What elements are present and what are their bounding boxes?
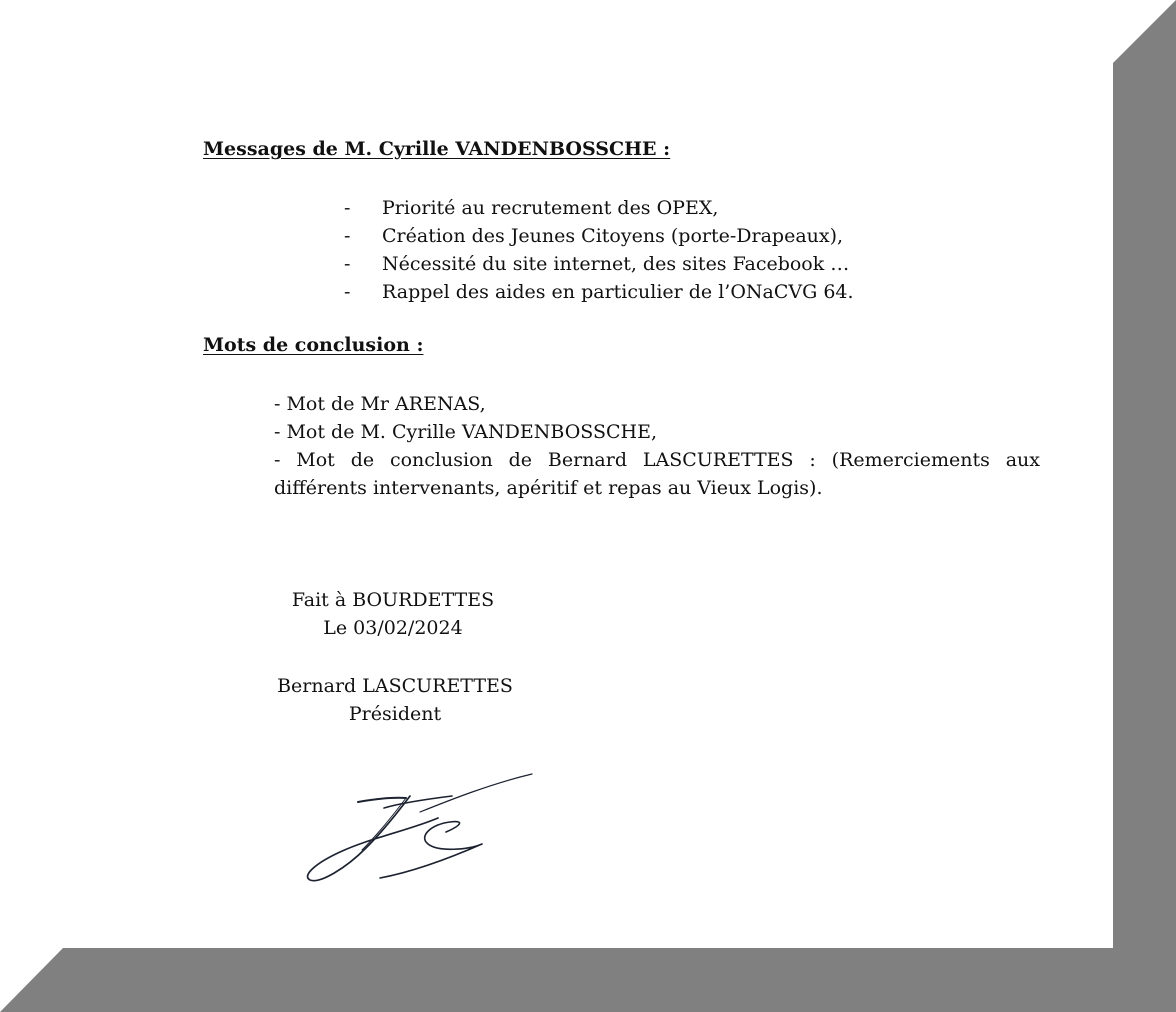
bullet-dash: - <box>344 253 351 275</box>
conclusion-item: - Mot de M. Cyrille VANDENBOSSCHE, <box>274 421 657 443</box>
list-item <box>344 250 854 278</box>
list-item <box>344 222 854 250</box>
handwritten-signature <box>300 768 540 892</box>
list-item-text: Nécessité du site internet, des sites Facebook … <box>382 253 850 275</box>
signoff-place: Fait à BOURDETTES <box>291 589 495 611</box>
list-item <box>344 278 854 306</box>
signoff-date: Le 03/02/2024 <box>323 617 463 639</box>
signoff-signatory <box>270 672 520 728</box>
conclusion-list <box>274 390 1040 502</box>
list-item-text: Création des Jeunes Citoyens (porte-Drapeaux), <box>382 225 844 247</box>
conclusion-item: - Mot de conclusion de Bernard LASCURETTES : (Remerciements aux différents intervenants, apéritif et repas au Vieux Logis). <box>274 449 1040 499</box>
conclusion-heading: Mots de conclusion : <box>203 334 424 356</box>
list-item-text: Priorité au recrutement des OPEX, <box>382 197 719 219</box>
signatory-name: Bernard LASCURETTES <box>277 675 513 697</box>
messages-heading: Messages de M. Cyrille VANDENBOSSCHE : <box>203 138 671 160</box>
messages-list <box>344 194 854 306</box>
bullet-dash: - <box>344 197 351 219</box>
conclusion-item: - Mot de Mr ARENAS, <box>274 393 486 415</box>
list-item <box>344 194 854 222</box>
bullet-dash: - <box>344 281 351 303</box>
list-item-text: Rappel des aides en particulier de l’ONaCVG 64. <box>382 281 854 303</box>
bullet-dash: - <box>344 225 351 247</box>
signoff-place-date <box>268 586 518 642</box>
signatory-role: Président <box>348 703 442 725</box>
